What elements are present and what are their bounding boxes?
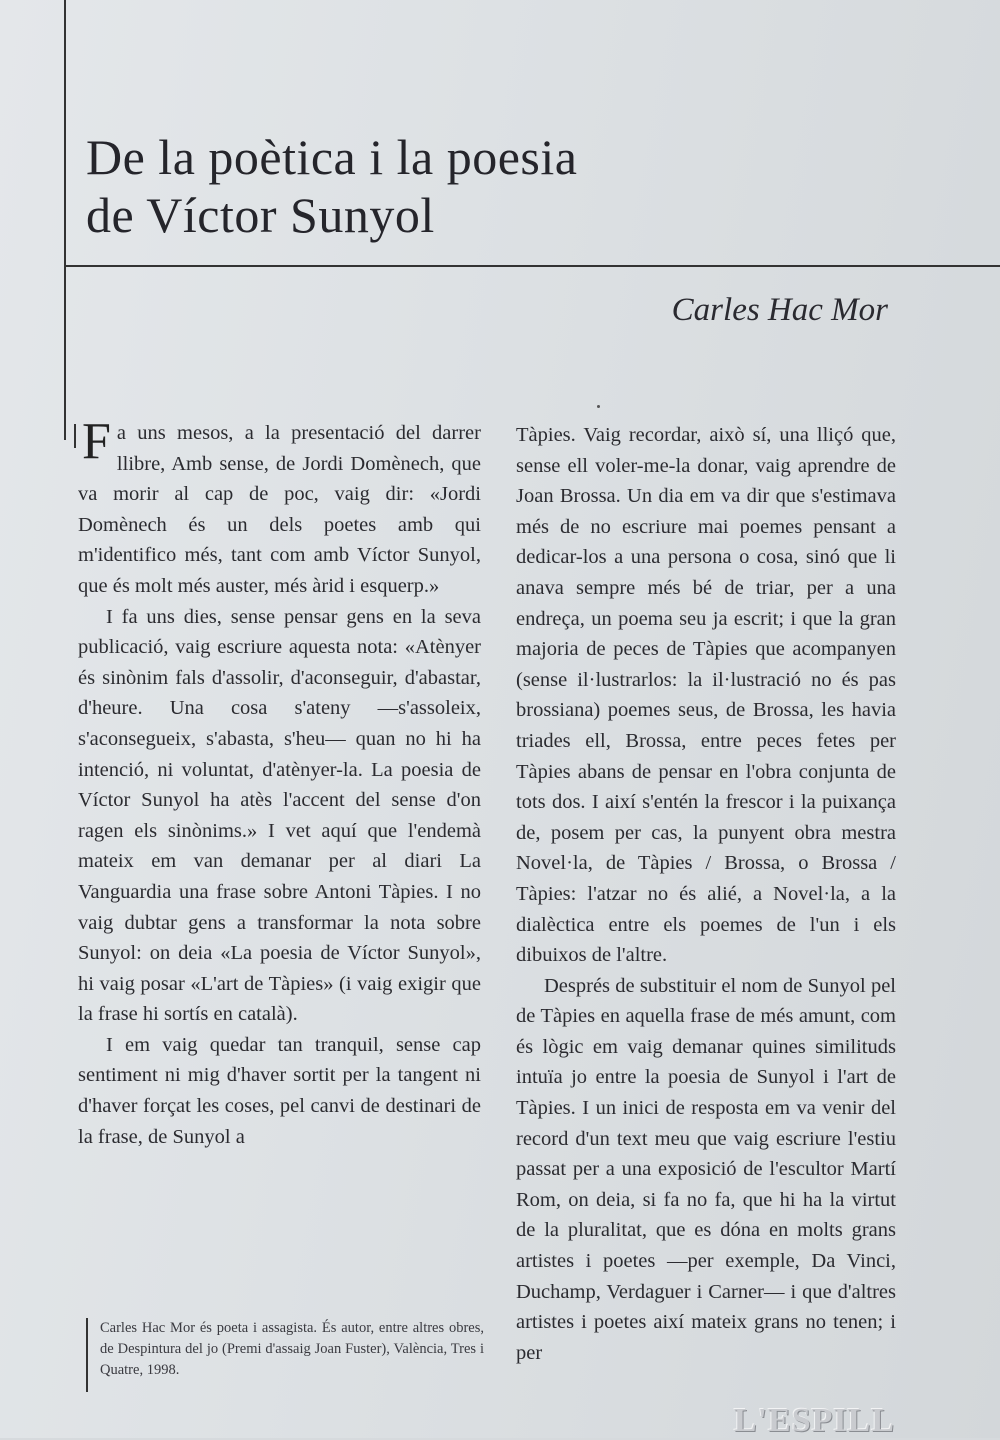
- paragraph-3: I em vaig quedar tan tranquil, sense cap sentiment ni mig d'haver sortit per la tangent ni d'haver forçat les coses, pel canvi de destinari de la frase, de Sunyol a: [78, 1033, 481, 1148]
- drop-cap: F: [82, 413, 111, 470]
- dropcap-bar: [74, 424, 76, 448]
- author-bio-footnote: Carles Hac Mor és poeta i assagista. És autor, entre altres obres, de Despintura del jo (Premi d'assaig Joan Fuster), València, Tres i Quatre, 1998.: [100, 1320, 484, 1378]
- magazine-logo: L'ESPILL: [733, 1402, 895, 1439]
- paragraph-2: I fa uns dies, sense pensar gens en la seva publicació, vaig escriure aquesta nota: «Atènyer és sinònim fals d'assolir, d'aconseguir, d'abastar, d'heure. Una cosa s'ateny —s'assoleix, s'aconsegueix, s'abasta, s'heu— quan no hi ha intenció, ni voluntat, d'atènyer-la. La poesia de Víctor Sunyol ha atès l'accent del sense d'on ragen els sinònims.» I vet aquí que l'endemà mateix em van demanar per al diari La Vanguardia una frase sobre Antoni Tàpies. I no vaig dubtar gens a transformar la nota sobre Sunyol: on deia «La poesia de Víctor Sunyol», hi vaig posar «L'art de Tàpies» (i vaig exigir que la frase hi sortís en català).: [78, 605, 481, 1026]
- article-title: [86, 128, 786, 244]
- paragraph-4: Tàpies. Vaig recordar, això sí, una lliçó que, sense ell voler-me-la donar, vaig aprendre de Joan Brossa. Un dia em va dir que s'estimava més de no escriure mai poemes pensant a dedicar-los a una persona o cosa, sinó que li anava sempre més bé de triar, per a una endreça, un poema seu ja escrit; i que la gran majoria de peces de Tàpies que acompanyen (sense il·lustrarlos: la il·lustració no és pas brossiana) poemes seus, de Brossa, les havia triades ell, Brossa, entre peces fetes per Tàpies abans de pensar en l'obra conjunta de tots dos. I així s'entén la frescor i la puixança de, posem per cas, la punyent obra mestra Novel·la, de Tàpies / Brossa, o Brossa / Tàpies: l'atzar no és alié, a Novel·la, a la dialèctica entre els poemes de l'un i els dibuixos de l'altre.: [516, 424, 896, 967]
- title-line-1: De la poètica i la poesia: [86, 129, 578, 185]
- paragraph-1-text: a uns mesos, a la presentació del darrer llibre, Amb sense, de Jordi Domènech, que va morir al cap de poc, vaig dir: «Jordi Domènech és un dels poetes amb qui m'identifico més, tant com amb Víctor Sunyol, que és molt més auster, més àrid i esquerp.»: [78, 422, 481, 597]
- paragraph-5: Després de substituir el nom de Sunyol pel de Tàpies en aquella frase de més amunt, com és lògic em vaig demanar quines similituds intuïa jo entre la poesia de Sunyol i l'art de Tàpies. I un inici de resposta em va venir del record d'un text meu que vaig escriure l'estiu passat per a una exposició de l'escultor Martí Rom, on deia, si fa no fa, que hi ha la virtut de la pluralitat, que es dóna en molts grans artistes i poetes —per exemple, Da Vinci, Duchamp, Verdaguer i Carner— i que d'altres artistes i poetes així mateix grans no tenen; i per: [516, 974, 896, 1364]
- speck: [597, 405, 600, 408]
- right-column: [516, 420, 896, 1368]
- title-line-2: de Víctor Sunyol: [86, 187, 435, 243]
- footnote-rule: [86, 1318, 88, 1392]
- left-column: [78, 413, 481, 1152]
- article-author: Carles Hac Mor: [671, 292, 888, 328]
- vertical-rule: [64, 0, 66, 440]
- title-rule: [64, 265, 1000, 267]
- paragraph-1: [78, 413, 481, 602]
